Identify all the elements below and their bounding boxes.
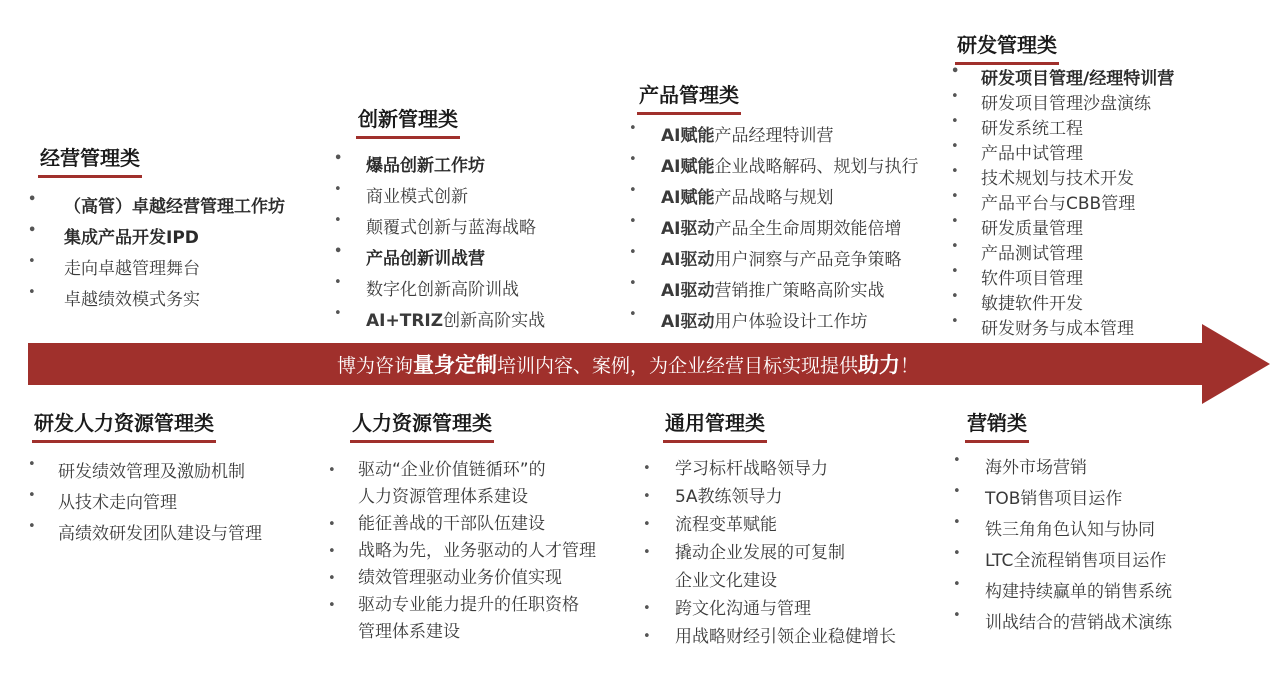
- list-item: • 软件项目管理: [951, 264, 1083, 289]
- section-innovation-management: [334, 106, 546, 337]
- list-item: • 流程变革赋能: [643, 515, 777, 535]
- section-title: 人力资源管理类: [350, 410, 494, 443]
- list-item: • 产品测试管理: [951, 239, 1083, 264]
- section-product-management: [629, 82, 919, 338]
- list-item: • 卓越绩效模式务实: [28, 285, 200, 310]
- list-item: • 构建持续赢单的销售系统: [953, 577, 1172, 602]
- list-item: • AI驱动用户体验设计工作坊: [629, 307, 868, 332]
- banner-part6: ！: [900, 355, 920, 377]
- list-item: • 产品中试管理: [951, 139, 1083, 164]
- section-business-management: [28, 145, 285, 316]
- section-title: 经营管理类: [38, 145, 142, 178]
- banner-text: [28, 349, 1228, 381]
- section-title: 创新管理类: [356, 106, 460, 139]
- list-item: • 撬动企业发展的可复制 企业文化建设: [643, 543, 845, 591]
- list-item: • LTC全流程销售项目运作: [953, 546, 1167, 571]
- list-item: • 能征善战的干部队伍建设: [328, 514, 545, 534]
- list-item: • 跨文化沟通与管理: [643, 599, 811, 619]
- banner-part2: 量: [412, 353, 434, 377]
- list-item: • 研发项目管理沙盘演练: [951, 89, 1151, 114]
- section-title: 通用管理类: [663, 410, 767, 443]
- banner-part4: 培训内容、案例，为企业经营目标实现提供: [496, 355, 858, 377]
- list-item: • 产品创新训战营: [334, 244, 485, 269]
- list-item: • AI驱动产品全生命周期效能倍增: [629, 214, 902, 239]
- list-item: • 研发绩效管理及激励机制: [28, 457, 245, 482]
- list-item: • 走向卓越管理舞台: [28, 254, 200, 279]
- list-item: • 集成产品开发IPD: [28, 223, 199, 248]
- list-item: • 海外市场营销: [953, 453, 1087, 478]
- banner-part1: 博为咨询: [336, 355, 413, 377]
- list-item: • AI+TRIZ创新高阶实战: [334, 306, 546, 331]
- list-item: • 颠覆式创新与蓝海战略: [334, 213, 536, 238]
- list-item: • 学习标杆战略领导力: [643, 459, 828, 479]
- list-item: • 商业模式创新: [334, 182, 468, 207]
- list-item: • 敏捷软件开发: [951, 289, 1083, 314]
- section-hr-management: [328, 410, 596, 646]
- section-rd-management: [951, 32, 1175, 339]
- section-title: 研发管理类: [955, 32, 1059, 65]
- section-rd-hr-management: [28, 410, 262, 550]
- list-item: • 驱动“企业价值链循环”的 人力资源管理体系建设: [328, 460, 546, 507]
- list-item: • AI赋能企业战略解码、规划与执行: [629, 152, 919, 177]
- list-item: • 用战略财经引领企业稳健增长: [643, 627, 896, 647]
- section-title: 产品管理类: [637, 82, 741, 115]
- list-item: • 铁三角角色认知与协同: [953, 515, 1155, 540]
- list-item: • AI驱动用户洞察与产品竞争策略: [629, 245, 902, 270]
- list-item: • 研发系统工程: [951, 114, 1083, 139]
- list-item: • 研发项目管理/经理特训营: [951, 64, 1175, 89]
- list-item: • 研发财务与成本管理: [951, 314, 1134, 339]
- list-item: • 从技术走向管理: [28, 488, 177, 513]
- list-item: • 技术规划与技术开发: [951, 164, 1134, 189]
- banner-part3: 身定制: [433, 353, 497, 377]
- banner-part5: 助力: [858, 353, 900, 377]
- list-item: • TOB销售项目运作: [953, 484, 1123, 509]
- list-item: • 战略为先，业务驱动的人才管理: [328, 541, 596, 561]
- list-item: • 数字化创新高阶训战: [334, 275, 519, 300]
- list-item: • 驱动专业能力提升的任职资格 管理体系建设: [328, 595, 579, 642]
- section-title: 研发人力资源管理类: [32, 410, 216, 443]
- list-item: • 训战结合的营销战术演练: [953, 608, 1172, 633]
- list-item: • AI赋能产品战略与规划: [629, 183, 834, 208]
- section-marketing: [953, 410, 1172, 639]
- list-item: • 5A教练领导力: [643, 487, 783, 507]
- section-general-management: [643, 410, 896, 651]
- list-item: • （高管）卓越经营管理工作坊: [28, 192, 285, 217]
- list-item: • 爆品创新工作坊: [334, 151, 485, 176]
- list-item: • AI驱动营销推广策略高阶实战: [629, 276, 885, 301]
- list-item: • 高绩效研发团队建设与管理: [28, 519, 262, 544]
- list-item: • 研发质量管理: [951, 214, 1083, 239]
- list-item: • AI赋能产品经理特训营: [629, 121, 834, 146]
- section-title: 营销类: [965, 410, 1029, 443]
- list-item: • 绩效管理驱动业务价值实现: [328, 568, 562, 588]
- list-item: • 产品平台与CBB管理: [951, 189, 1136, 214]
